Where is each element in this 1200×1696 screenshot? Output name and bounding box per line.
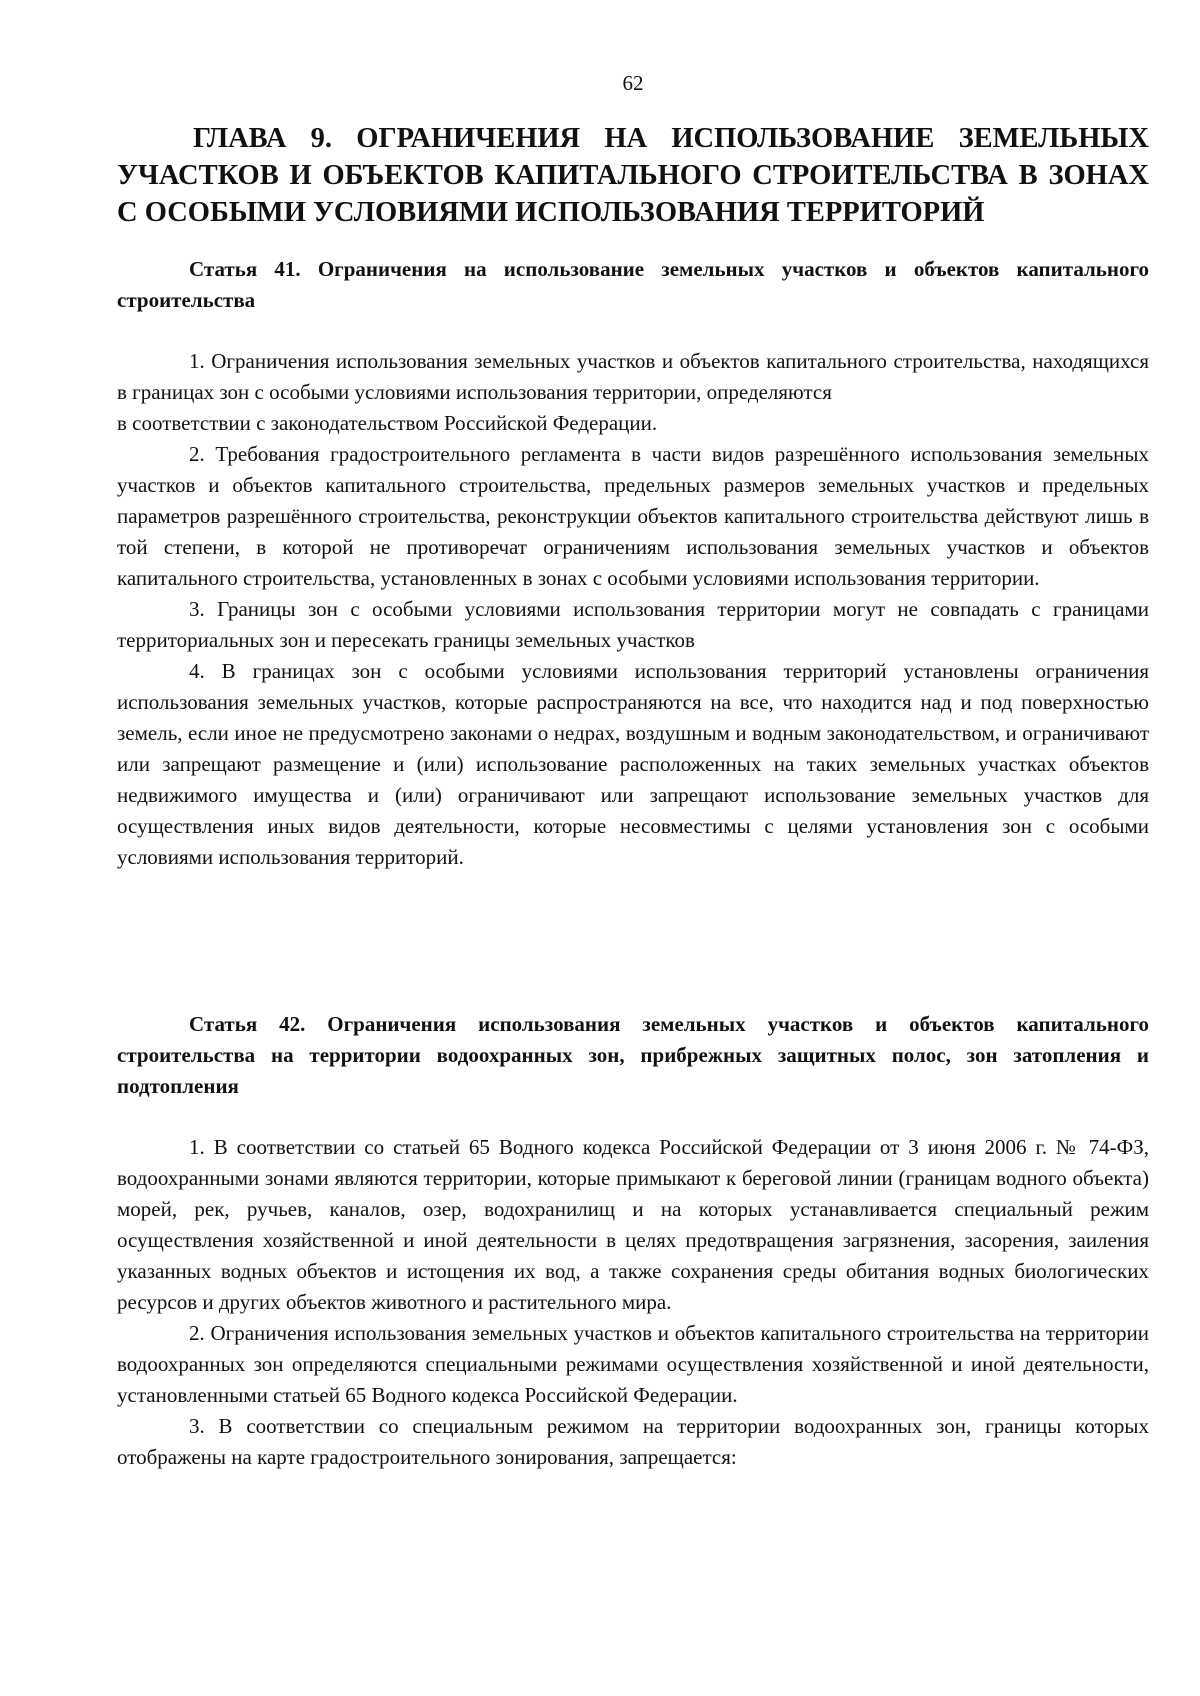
article-41-paragraph-4: 4. В границах зон с особыми условиями использования территорий установлены ограничения использования земельных участков, которые распространяются на все, что находится над и под поверхностью земель, если иное не предусмотрено законами о недрах, воздушным и водным законодательством, и ограничивают или запрещают размещение и (или) использование расположенных на таких земельных участках объектов недвижимого имущества и (или) ограничивают или запрещают использование земельных участков для осуществления иных видов деятельности, которые несовместимы с целями установления зон с особыми условиями использования территорий. — [117, 659, 1149, 869]
article-41-paragraph-3: 3. Границы зон с особыми условиями использования территории могут не совпадать с границами территориальных зон и пересекать границы земельных участков — [117, 597, 1149, 652]
page-number: 62 — [622, 71, 644, 95]
article-41-body — [117, 346, 1149, 873]
article-42-paragraph-2: 2. Ограничения использования земельных участков и объектов капитального строительства на территории водоохранных зон определяются специальными режимами осуществления хозяйственной и иной деятельности, установленными статьей 65 Водного кодекса Российской Федерации. — [117, 1321, 1149, 1407]
article-41-paragraph-1: 1. Ограничения использования земельных участков и объектов капитального строительства, находящихся в границах зон с особыми условиями использования территории, определяются — [117, 349, 1149, 404]
article-42-heading — [117, 1009, 1149, 1102]
article-41-paragraph-1-continuation: в соответствии с законодательством Российской Федерации. — [117, 411, 658, 435]
article-41-title: Статья 41. Ограничения на использование земельных участков и объектов капитального строительства — [117, 257, 1149, 312]
article-42-title: Статья 42. Ограничения использования земельных участков и объектов капитального строительства на территории водоохранных зон, прибрежных защитных полос, зон затопления и подтопления — [117, 1012, 1149, 1098]
article-41-paragraph-2: 2. Требования градостроительного регламента в части видов разрешённого использования земельных участков и объектов капитального строительства, предельных размеров земельных участков и предельных параметров разрешённого строительства, реконструкции объектов капитального строительства действуют лишь в той степени, в которой не противоречат ограничениям использования земельных участков и объектов капитального строительства, установленных в зонах с особыми условиями использования территории. — [117, 442, 1149, 590]
article-42-paragraph-1: 1. В соответствии со статьей 65 Водного кодекса Российской Федерации от 3 июня 2006 г. № 74-ФЗ, водоохранными зонами являются территории, которые примыкают к береговой линии (границам водного объекта) морей, рек, ручьев, каналов, озер, водохранилищ и на которых устанавливается специальный режим осуществления хозяйственной и иной деятельности в целях предотвращения загрязнения, засорения, заиления указанных водных объектов и истощения их вод, а также сохранения среды обитания водных биологических ресурсов и других объектов животного и растительного мира. — [117, 1135, 1149, 1314]
article-42-body — [117, 1132, 1149, 1473]
article-41-heading — [117, 254, 1149, 316]
chapter-title: ГЛАВА 9. ОГРАНИЧЕНИЯ НА ИСПОЛЬЗОВАНИЕ ЗЕМЕЛЬНЫХ УЧАСТКОВ И ОБЪЕКТОВ КАПИТАЛЬНОГО СТРОИТЕЛЬСТВА В ЗОНАХ С ОСОБЫМИ УСЛОВИЯМИ ИСПОЛЬЗОВАНИЯ ТЕРРИТОРИЙ — [117, 123, 1149, 228]
article-42-paragraph-3: 3. В соответствии со специальным режимом на территории водоохранных зон, границы которых отображены на карте градостроительного зонирования, запрещается: — [117, 1414, 1149, 1469]
